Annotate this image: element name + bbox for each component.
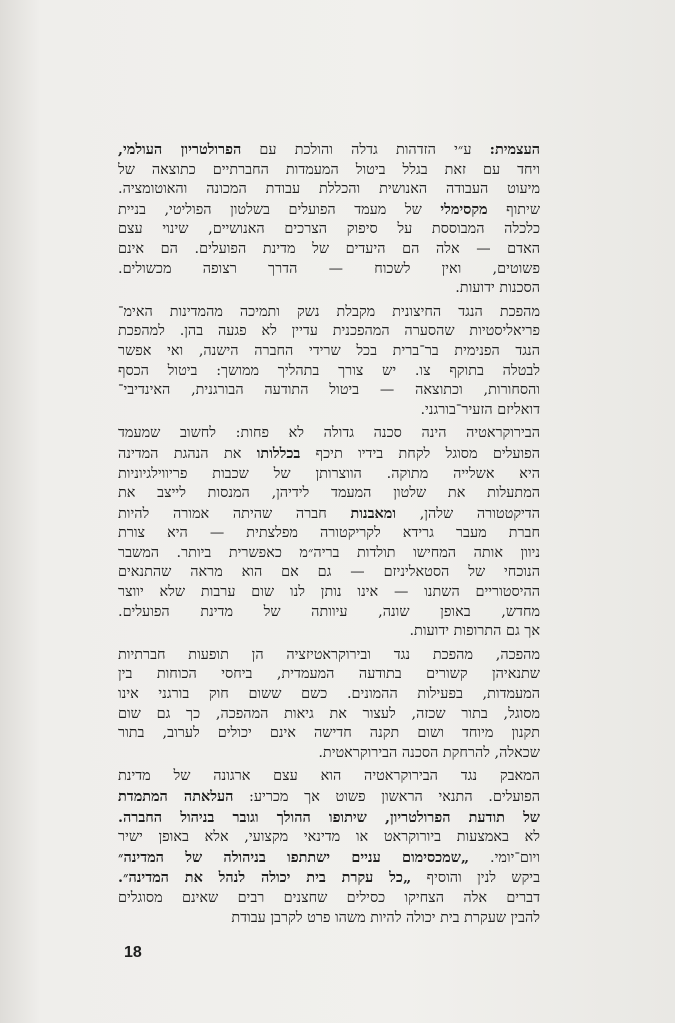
text-run: מחדש, באופן שונה, עיוותה של מדינת הפועלים.	[118, 603, 540, 620]
page-number: 18	[124, 944, 142, 961]
text-run: ע״י הזדהות גדלה והולכת עם	[241, 142, 490, 158]
bold-text-run: מקסימלי	[440, 200, 488, 218]
text-run: פריאליסטיות שהסערה המהפכנית עדיין לא פגעה בהן. למהפכת	[118, 323, 540, 340]
text-run: שכאלה, להרחקת הסכנה הבירוקראטית.	[318, 744, 540, 761]
page-body-text	[118, 140, 540, 932]
text-run: הנגד הפנימית בר־ברית בכל שרידי החברה הישנה, ואי אפשר	[118, 342, 540, 359]
text-line	[118, 465, 540, 485]
text-line	[118, 381, 540, 401]
text-run: תקנון מיוחד ושום תקנה חדישה אינם יכולים לערוב, בתור	[118, 725, 540, 742]
text-line	[118, 401, 540, 421]
text-line	[118, 220, 540, 240]
text-run: לא באמצעות ביורוקראט או מדינאי מקצועי, אלא באופן ישיר	[118, 829, 540, 846]
text-run: פשוטים, ואין לשכוח — הדרך רצופה מכשולים.	[118, 260, 540, 277]
text-line	[118, 161, 540, 181]
text-line	[118, 362, 540, 382]
text-run: ניוון אותה המחישו תולדות בריה״מ כאפשרית ביותר. המשבר	[118, 544, 540, 561]
paragraph	[118, 767, 540, 928]
text-line	[118, 524, 540, 544]
text-run: המאבק נגד הבירוקראטיה הוא עצם ארגונה של מדינת	[118, 768, 540, 785]
text-line	[118, 744, 540, 764]
text-line	[118, 889, 540, 909]
text-run: לבטלה בתוקף צו. יש צורך בתהליך ממושך: ביטול הכסף	[118, 362, 540, 379]
text-run: מהפכת הנגד החיצונית מקבלת נשק ותמיכה מהמדינות האימ־	[118, 303, 540, 320]
text-line	[118, 444, 540, 465]
text-line	[118, 563, 540, 583]
text-line	[118, 868, 540, 889]
text-run: את הנהגת המדינה	[118, 445, 257, 462]
text-run: הסכנות ידועות.	[455, 280, 540, 297]
text-run: שתנאיהן קשורים בתודעה המעמדית, ביחסי הכוחות בין	[118, 666, 540, 683]
text-run: ויום־יומי.	[469, 849, 540, 866]
text-line	[118, 583, 540, 603]
text-line	[118, 909, 540, 929]
text-line	[118, 828, 540, 848]
text-line	[118, 808, 540, 829]
text-run: הפועלים. התנאי הראשון פשוט אך מכריע:	[233, 789, 540, 805]
paragraph	[118, 303, 540, 421]
text-line	[118, 303, 540, 323]
text-run: ביקש לנין והוסיף	[411, 870, 540, 887]
text-run: דואליזם הזעיר־בורגני.	[420, 401, 540, 418]
text-run: המעמדות, בפעילות ההמונים. כשם ששום חוק בורגני אינו	[118, 686, 540, 703]
text-line	[118, 705, 540, 725]
text-run: הנוכחי של הסטאליניזם — גם אם הוא מראה שהתנאים	[118, 564, 540, 581]
bold-text-run: העלאתה המתמדת	[118, 788, 234, 805]
text-run: מיעוט העבודה האנושית והכללת עבודת המכונה והאוטומציה.	[118, 181, 540, 198]
text-line	[118, 180, 540, 200]
text-run: חברת מעבר גרידא לקריקטורה מפלצתית — היא צורת	[118, 525, 540, 542]
text-line	[118, 685, 540, 705]
text-line	[118, 279, 540, 299]
text-run: מהפכה, מהפכת נגד ובירוקראטיזציה הן תופעות חברתיות	[118, 646, 540, 663]
bold-text-run: של תודעת הפרולטריון, שיתופו ההולך וגובר בניהול החברה.	[118, 808, 540, 826]
text-run: ההיסטוריים השתנו — אינו נותן לנו שום ערבות שלא יווצר	[118, 584, 540, 601]
text-line	[118, 603, 540, 623]
text-run: מסוגל, בתור שכזה, לעצור את גיאות המהפכה, כך גם שום	[118, 705, 540, 722]
text-line	[118, 260, 540, 280]
text-run: המתעלות את שלטון המעמד לידיהן, המנסות לייצב את	[118, 485, 540, 502]
bold-text-run: ומאבנות	[350, 504, 396, 522]
text-line	[118, 787, 540, 808]
text-line	[118, 724, 540, 744]
text-run: ויחד עם זאת בגלל ביטול המעמדות החברתיים כתוצאה של	[118, 161, 540, 178]
text-line	[118, 504, 540, 525]
bold-text-run: הפרולטריון העולמי,	[118, 141, 242, 158]
text-line	[118, 240, 540, 260]
text-line	[118, 424, 540, 444]
text-line	[118, 848, 540, 869]
bold-text-run: העצמית:	[489, 141, 540, 158]
text-run: חברה שהיתה אמורה להיות	[118, 505, 351, 522]
paragraph	[118, 646, 540, 764]
text-run: של מעמד הפועלים בשלטון הפוליטי, בניית	[118, 201, 441, 218]
text-line	[118, 342, 540, 362]
text-line	[118, 665, 540, 685]
bold-text-run: „שמכסימום עניים ישתתפו בניהולה של המדינה״	[118, 848, 470, 866]
text-run: שיתוף	[487, 201, 540, 218]
text-run: והסחורות, וכתוצאה — ביטול התודעה הבורגנית, האינדיבי־	[118, 382, 540, 399]
text-line	[118, 484, 540, 504]
text-line	[118, 622, 540, 642]
text-run: הדיקטטורה שלהן,	[396, 505, 540, 522]
bold-text-run: „כל עקרת בית יכולה לנהל את המדינה״.	[118, 869, 412, 887]
text-line	[118, 322, 540, 342]
text-run: הבירוקראטיה הינה סכנה גדולה לא פחות: לחשוב שמעמד	[118, 425, 540, 442]
text-line	[118, 140, 540, 161]
text-run: להבין שעקרת בית יכולה להיות משהו פרט לקרבן עבודת	[231, 909, 540, 926]
paragraph	[118, 424, 540, 642]
text-run: היא אשלייה מתוקה. הווצרותן של שכבות פריווילגיוניות	[118, 465, 540, 482]
text-run: דברים אלה הצחיקו כסילים שחצנים רבים שאינם מסוגלים	[118, 889, 540, 906]
paragraph	[118, 140, 540, 299]
text-run: אך גם התרופות ידועות.	[409, 623, 540, 640]
text-run: כלכלה המבוססת על סיפוק הצרכים האנושיים, שינוי עצם	[118, 221, 540, 238]
text-run: הפועלים מסוגל לקחת בידיו תיכף	[300, 445, 540, 462]
text-line	[118, 646, 540, 666]
text-run: האדם — אלה הם היעדים של מדינת הפועלים. הם אינם	[118, 240, 540, 257]
text-line	[118, 200, 540, 221]
text-line	[118, 544, 540, 564]
text-line	[118, 767, 540, 787]
bold-text-run: בכללותו	[256, 444, 301, 462]
